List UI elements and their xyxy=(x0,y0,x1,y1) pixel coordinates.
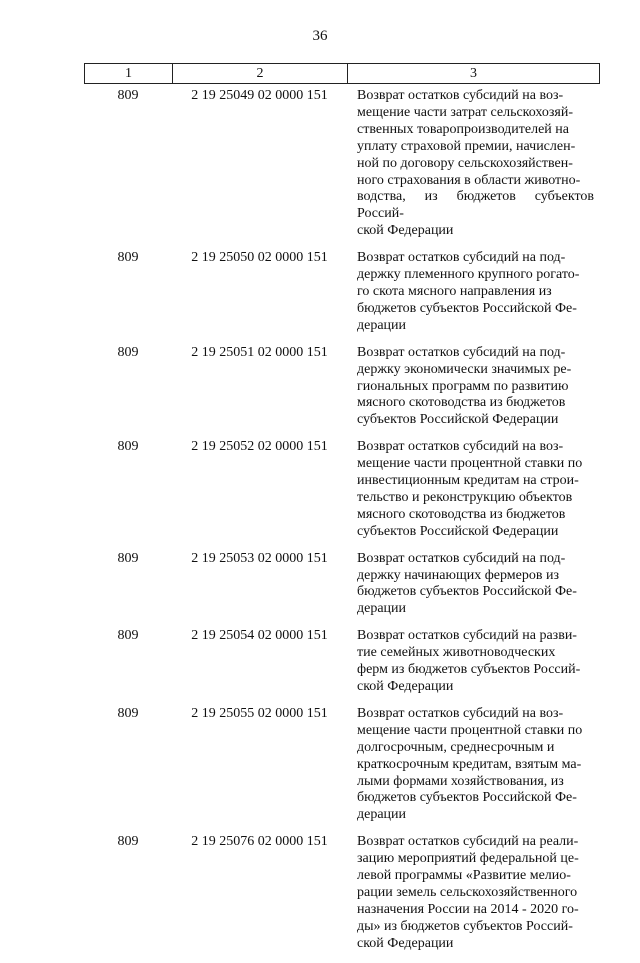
table-row xyxy=(84,250,600,335)
description-cell: Возврат остатков субсидий на воз- мещение части затрат сельскохозяй- ственных товаропроизводителей на уплату страховой премии, начислен- ной по договору сельскохозяйствен- ного страхования в области животно- водства, из бюджетов субъектов Россий- ской Федерации xyxy=(357,88,594,239)
budget-code-cell: 2 19 25049 02 0000 151 xyxy=(191,88,328,103)
budget-code-cell: 2 19 25054 02 0000 151 xyxy=(191,628,328,644)
budget-code-cell: 2 19 25050 02 0000 151 xyxy=(191,250,328,266)
table-row xyxy=(84,551,600,619)
description-cell: Возврат остатков субсидий на под- держку племенного крупного рогато- го скота мясного направления из бюджетов субъектов Российской Фе- дерации xyxy=(357,250,580,333)
admin-code-cell: 809 xyxy=(117,550,139,566)
header-col-2: 2 xyxy=(173,64,348,83)
admin-code-cell: 809 xyxy=(117,628,139,644)
admin-code-cell: 809 xyxy=(117,88,139,103)
admin-code-cell: 809 xyxy=(117,344,139,360)
budget-code-cell: 2 19 25053 02 0000 151 xyxy=(191,550,328,566)
admin-code-cell: 809 xyxy=(117,705,139,721)
table-row xyxy=(84,834,600,952)
budget-code-cell: 2 19 25052 02 0000 151 xyxy=(191,439,328,455)
budget-code-cell: 2 19 25076 02 0000 151 xyxy=(191,834,328,850)
description-cell: Возврат остатков субсидий на воз- мещение части процентной ставки по долгосрочным, среднесрочным и краткосрочным кредитам, взятым ма- лыми формами хозяйствования, из бюджетов субъектов Российской Фе- дерации xyxy=(357,705,583,823)
table-row xyxy=(84,628,600,696)
table-body xyxy=(84,88,600,963)
description-cell: Возврат остатков субсидий на реали- зацию мероприятий федеральной це- левой программы «Развитие мелио- рации земель сельскохозяйственного назначения России на 2014 - 2020 го- ды» из бюджетов субъектов Россий- ской Федерации xyxy=(357,834,579,951)
description-cell: Возврат остатков субсидий на под- держку экономически значимых ре- гиональных программ по развитию мясного скотоводства из бюджетов субъектов Российской Федерации xyxy=(357,344,572,428)
table-row xyxy=(84,706,600,824)
admin-code-cell: 809 xyxy=(117,439,139,455)
admin-code-cell: 809 xyxy=(117,250,139,266)
table-header xyxy=(84,63,600,84)
header-col-3: 3 xyxy=(470,66,477,81)
table-row xyxy=(84,439,600,540)
budget-code-cell: 2 19 25055 02 0000 151 xyxy=(191,705,328,721)
description-cell: Возврат остатков субсидий на воз- мещение части процентной ставки по инвестиционным кредитам на строи- тельство и реконструкцию объектов мясного скотоводства из бюджетов субъектов Российской Федерации xyxy=(357,439,583,539)
table-row xyxy=(84,88,600,240)
page-number: 36 xyxy=(312,28,328,44)
description-cell: Возврат остатков субсидий на под- держку начинающих фермеров из бюджетов субъектов Российской Фе- дерации xyxy=(357,550,577,617)
budget-code-cell: 2 19 25051 02 0000 151 xyxy=(191,344,328,360)
description-cell: Возврат остатков субсидий на разви- тие семейных животноводческих ферм из бюджетов субъектов Россий- ской Федерации xyxy=(357,628,581,694)
header-col-1: 1 xyxy=(85,64,173,83)
admin-code-cell: 809 xyxy=(117,834,139,850)
table-row xyxy=(84,345,600,430)
